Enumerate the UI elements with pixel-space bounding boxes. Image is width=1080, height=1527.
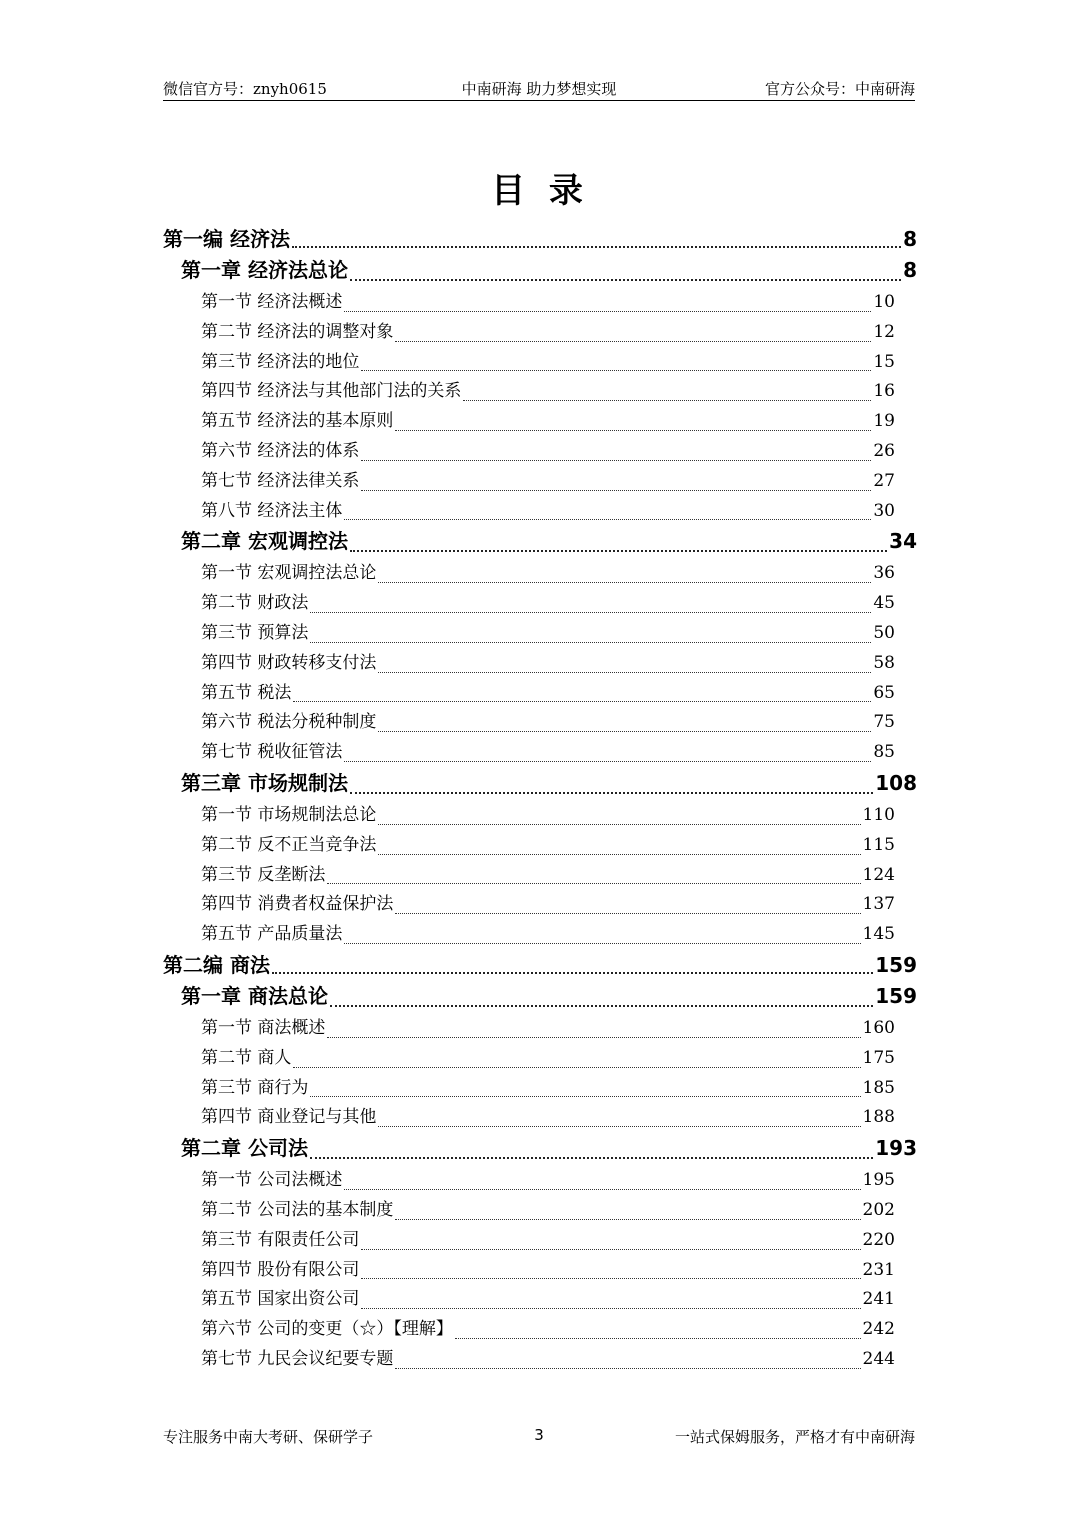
- toc-entry-label: 第二编 商法: [163, 952, 270, 977]
- toc-entry-label: 第四节 股份有限公司: [201, 1259, 360, 1280]
- toc-dot-leader: [272, 972, 873, 974]
- toc-entry-page: 65: [873, 682, 895, 703]
- toc-section-entry[interactable]: [163, 1314, 917, 1344]
- toc-entry-label: 第六节 经济法的体系: [201, 440, 360, 461]
- toc-dot-leader: [361, 370, 871, 371]
- toc-dot-leader: [327, 1037, 860, 1038]
- toc-entry-label: 第三节 商行为: [201, 1077, 309, 1098]
- toc-section-entry[interactable]: [163, 618, 917, 648]
- toc-dot-leader: [395, 1219, 860, 1220]
- toc-entry-page: 8: [903, 227, 917, 251]
- toc-section-entry[interactable]: [163, 1255, 917, 1285]
- toc-chapter-entry[interactable]: [163, 980, 917, 1013]
- toc-entry-page: 124: [862, 864, 895, 885]
- toc-chapter-entry[interactable]: [163, 525, 917, 558]
- toc-dot-leader: [293, 1067, 860, 1068]
- table-of-contents: [163, 223, 917, 1374]
- toc-entry-label: 第六节 公司的变更（☆）【理解】: [201, 1319, 453, 1340]
- toc-entry-page: 36: [873, 563, 895, 584]
- toc-entry-page: 231: [862, 1259, 895, 1280]
- toc-entry-page: 193: [875, 1136, 917, 1161]
- toc-dot-leader: [310, 1096, 860, 1097]
- toc-dot-leader: [344, 1189, 860, 1190]
- toc-section-entry[interactable]: [163, 1344, 917, 1374]
- toc-section-entry[interactable]: [163, 1225, 917, 1255]
- toc-section-entry[interactable]: [163, 1073, 917, 1103]
- toc-dot-leader: [344, 311, 871, 312]
- toc-dot-leader: [378, 1126, 860, 1127]
- toc-entry-label: 第二节 财政法: [201, 593, 309, 614]
- toc-entry-page: 10: [873, 292, 895, 312]
- toc-entry-label: 第二节 公司法的基本制度: [201, 1199, 394, 1220]
- toc-entry-label: 第三节 经济法的地位: [201, 351, 360, 372]
- toc-entry-label: 第八节 经济法主体: [201, 500, 343, 521]
- toc-entry-page: 34: [889, 529, 917, 554]
- toc-dot-leader: [344, 943, 860, 944]
- toc-entry-label: 第二章 宏观调控法: [181, 529, 348, 554]
- toc-dot-leader: [395, 430, 871, 431]
- toc-entry-page: 15: [873, 351, 895, 372]
- toc-entry-label: 第一节 宏观调控法总论: [201, 563, 377, 584]
- toc-dot-leader: [361, 460, 871, 461]
- toc-section-entry[interactable]: [163, 800, 917, 830]
- footer-tagline: 专注服务中南大考研、保研学子: [163, 1428, 374, 1446]
- toc-dot-leader: [378, 731, 871, 732]
- toc-dot-leader: [344, 761, 871, 762]
- page-footer: [163, 1426, 915, 1448]
- toc-dot-leader: [395, 341, 871, 342]
- toc-entry-page: 75: [873, 712, 895, 733]
- toc-entry-page: 30: [873, 500, 895, 521]
- toc-dot-leader: [378, 672, 871, 673]
- toc-entry-label: 第五节 产品质量法: [201, 924, 343, 945]
- toc-dot-leader: [293, 701, 871, 702]
- toc-entry-label: 第七节 九民会议纪要专题: [201, 1348, 394, 1369]
- toc-entry-page: 50: [873, 622, 895, 643]
- toc-dot-leader: [361, 1308, 860, 1309]
- toc-entry-label: 第五节 税法: [201, 682, 292, 703]
- page-title: 目 录: [491, 171, 589, 211]
- toc-entry-page: 45: [873, 593, 895, 614]
- toc-entry-label: 第三节 有限责任公司: [201, 1229, 360, 1250]
- toc-entry-page: 115: [862, 834, 895, 855]
- toc-dot-leader: [310, 642, 871, 643]
- footer-page-number: 3: [534, 1426, 544, 1444]
- toc-entry-page: 241: [862, 1289, 895, 1310]
- toc-section-entry[interactable]: [163, 707, 917, 737]
- toc-section-entry[interactable]: [163, 466, 917, 496]
- toc-section-entry[interactable]: [163, 830, 917, 860]
- toc-entry-label: 第一章 商法总论: [181, 983, 328, 1008]
- toc-section-entry[interactable]: [163, 919, 917, 949]
- toc-dot-leader: [378, 854, 860, 855]
- header-wechat-id: 微信官方号：znyh0615: [163, 80, 327, 98]
- toc-entry-label: 第五节 国家出资公司: [201, 1289, 360, 1310]
- toc-entry-page: 58: [873, 652, 895, 673]
- toc-dot-leader: [292, 246, 901, 248]
- toc-entry-label: 第七节 税收征管法: [201, 742, 343, 763]
- toc-dot-leader: [327, 883, 860, 884]
- toc-entry-label: 第六节 税法分税种制度: [201, 712, 377, 733]
- toc-entry-page: 244: [862, 1348, 895, 1369]
- toc-section-entry[interactable]: [163, 737, 917, 767]
- footer-service-slogan: 一站式保姆服务，严格才有中南研海: [674, 1428, 915, 1446]
- toc-section-entry[interactable]: [163, 347, 917, 377]
- toc-entry-label: 第一编 经济法: [163, 227, 290, 251]
- toc-entry-label: 第一节 经济法概述: [201, 292, 343, 312]
- toc-section-entry[interactable]: [163, 648, 917, 678]
- toc-entry-page: 26: [873, 440, 895, 461]
- toc-dot-leader: [395, 913, 860, 914]
- toc-section-entry[interactable]: [163, 889, 917, 919]
- toc-section-entry[interactable]: [163, 588, 917, 618]
- toc-dot-leader: [361, 1278, 860, 1279]
- toc-entry-page: 185: [862, 1077, 895, 1098]
- toc-entry-page: 12: [873, 321, 895, 342]
- toc-entry-label: 第二节 经济法的调整对象: [201, 321, 394, 342]
- toc-entry-page: 85: [873, 742, 895, 763]
- toc-entry-page: 159: [875, 983, 917, 1008]
- toc-entry-page: 220: [862, 1229, 895, 1250]
- toc-entry-label: 第一节 公司法概述: [201, 1170, 343, 1191]
- toc-part-entry[interactable]: [163, 223, 917, 254]
- toc-entry-label: 第二章 公司法: [181, 1136, 308, 1161]
- toc-section-entry[interactable]: [163, 287, 917, 317]
- toc-dot-leader: [378, 824, 860, 825]
- toc-section-entry[interactable]: [163, 1043, 917, 1073]
- toc-section-entry[interactable]: [163, 1102, 917, 1132]
- toc-section-entry[interactable]: [163, 1013, 917, 1043]
- toc-dot-leader: [463, 400, 871, 401]
- toc-entry-page: 16: [873, 381, 895, 402]
- toc-dot-leader: [455, 1338, 861, 1339]
- toc-entry-page: 137: [862, 894, 895, 915]
- page-header: [163, 78, 915, 101]
- toc-entry-page: 202: [862, 1199, 895, 1220]
- toc-dot-leader: [330, 1005, 873, 1007]
- toc-section-entry[interactable]: [163, 1165, 917, 1195]
- toc-entry-label: 第二节 商人: [201, 1047, 292, 1068]
- toc-section-entry[interactable]: [163, 860, 917, 890]
- toc-entry-label: 第四节 经济法与其他部门法的关系: [201, 381, 462, 402]
- toc-entry-page: 145: [862, 924, 895, 945]
- toc-dot-leader: [350, 550, 887, 552]
- toc-dot-leader: [350, 792, 873, 794]
- toc-entry-page: 19: [873, 411, 895, 432]
- toc-entry-label: 第三节 反垄断法: [201, 864, 326, 885]
- toc-dot-leader: [310, 612, 871, 613]
- toc-dot-leader: [344, 519, 871, 520]
- toc-entry-page: 160: [862, 1017, 895, 1038]
- toc-entry-label: 第四节 消费者权益保护法: [201, 894, 394, 915]
- toc-dot-leader: [350, 279, 901, 281]
- toc-dot-leader: [378, 582, 871, 583]
- toc-dot-leader: [361, 490, 871, 491]
- toc-chapter-entry[interactable]: [163, 1132, 917, 1165]
- toc-entry-page: 8: [903, 258, 917, 282]
- toc-entry-page: 195: [862, 1170, 895, 1191]
- toc-entry-label: 第一章 经济法总论: [181, 258, 348, 282]
- toc-entry-label: 第一节 商法概述: [201, 1017, 326, 1038]
- toc-entry-label: 第一节 市场规制法总论: [201, 804, 377, 825]
- toc-section-entry[interactable]: [163, 678, 917, 708]
- toc-dot-leader: [361, 1249, 860, 1250]
- toc-section-entry[interactable]: [163, 496, 917, 526]
- toc-entry-label: 第四节 财政转移支付法: [201, 652, 377, 673]
- toc-entry-label: 第三章 市场规制法: [181, 770, 348, 795]
- toc-entry-page: 175: [862, 1047, 895, 1068]
- toc-section-entry[interactable]: [163, 376, 917, 406]
- toc-entry-label: 第四节 商业登记与其他: [201, 1107, 377, 1128]
- toc-entry-page: 159: [875, 952, 917, 977]
- toc-entry-label: 第七节 经济法律关系: [201, 470, 360, 491]
- header-official-account: 官方公众号：中南研海: [764, 80, 915, 98]
- toc-dot-leader: [310, 1157, 873, 1159]
- toc-entry-label: 第五节 经济法的基本原则: [201, 411, 394, 432]
- toc-chapter-entry[interactable]: [163, 254, 917, 287]
- toc-part-entry[interactable]: [163, 949, 917, 980]
- toc-section-entry[interactable]: [163, 1195, 917, 1225]
- toc-dot-leader: [395, 1368, 860, 1369]
- toc-entry-page: 110: [862, 804, 895, 825]
- toc-entry-page: 108: [875, 770, 917, 795]
- toc-entry-page: 242: [862, 1319, 895, 1340]
- toc-entry-label: 第二节 反不正当竞争法: [201, 834, 377, 855]
- toc-section-entry[interactable]: [163, 1284, 917, 1314]
- toc-entry-label: 第三节 预算法: [201, 622, 309, 643]
- toc-section-entry[interactable]: [163, 436, 917, 466]
- toc-section-entry[interactable]: [163, 558, 917, 588]
- header-slogan: 中南研海 助力梦想实现: [461, 80, 617, 98]
- toc-section-entry[interactable]: [163, 317, 917, 347]
- toc-section-entry[interactable]: [163, 406, 917, 436]
- toc-chapter-entry[interactable]: [163, 767, 917, 800]
- toc-entry-page: 188: [862, 1107, 895, 1128]
- toc-entry-page: 27: [873, 470, 895, 491]
